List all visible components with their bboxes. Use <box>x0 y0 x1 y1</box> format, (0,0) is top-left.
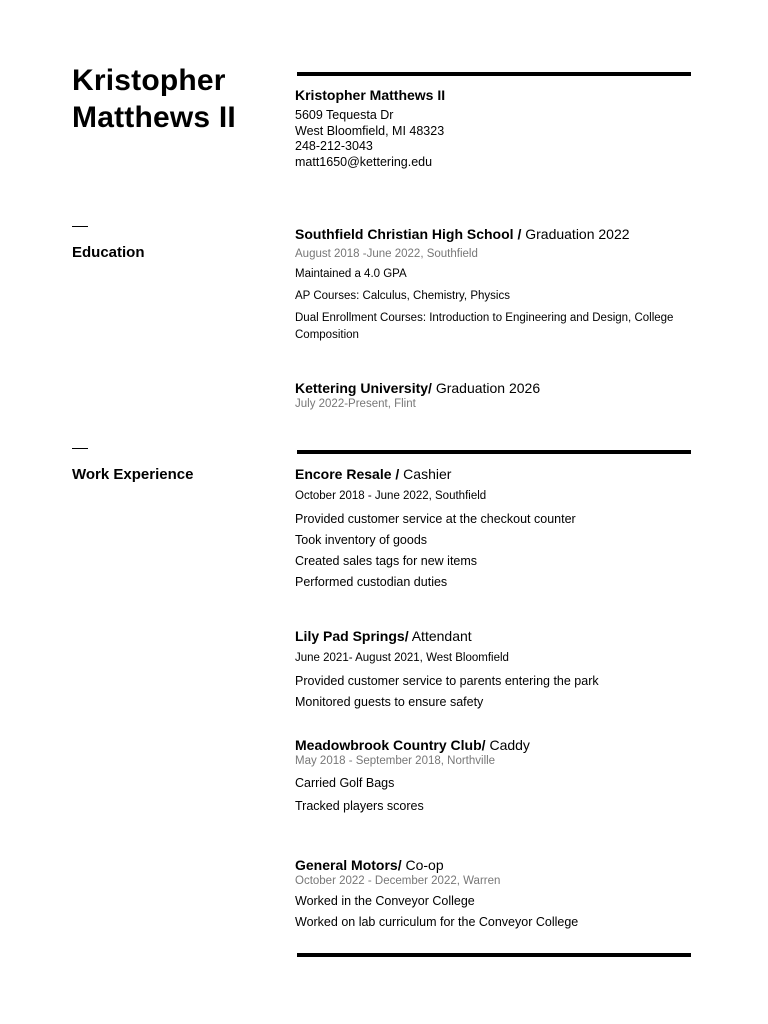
entry-bullet: Provided customer service at the checkout counter <box>295 512 576 526</box>
employer-name: Meadowbrook Country Club/ <box>295 737 486 753</box>
graduation-detail: Graduation 2026 <box>435 380 541 396</box>
job-role: Co-op <box>405 857 444 873</box>
contact-name: Kristopher Matthews II <box>295 87 446 103</box>
employer-name: General Motors/ <box>295 857 402 873</box>
entry-heading <box>295 466 685 482</box>
school-name: Southfield Christian High School <box>295 226 514 242</box>
entry-bullet: Maintained a 4.0 GPA <box>295 268 407 280</box>
contact-block <box>295 87 685 170</box>
entry-heading <box>295 226 685 242</box>
entry-bullet: Dual Enrollment Courses: Introduction to Engineering and Design, College Composition <box>295 312 674 341</box>
entry-bullet: Worked in the Conveyor College <box>295 894 475 908</box>
contact-email: matt1650@kettering.edu <box>295 154 433 169</box>
education-entry <box>295 226 685 344</box>
entry-dates: June 2021- August 2021, West Bloomfield <box>295 652 509 664</box>
top-divider <box>297 72 691 76</box>
education-entry <box>295 380 685 410</box>
name-line-2: Matthews II <box>72 101 236 134</box>
entry-bullet: Monitored guests to ensure safety <box>295 695 484 709</box>
work-entry <box>295 737 685 813</box>
bottom-divider <box>297 953 691 957</box>
entry-dates: October 2022 - December 2022, Warren <box>295 875 501 887</box>
entry-bullet: Worked on lab curriculum for the Conveyor College <box>295 915 579 929</box>
entry-heading <box>295 380 685 396</box>
contact-address-2: West Bloomfield, MI 48323 <box>295 123 445 138</box>
entry-bullet: Took inventory of goods <box>295 533 428 547</box>
entry-heading <box>295 737 685 753</box>
work-entry <box>295 857 685 929</box>
entry-heading <box>295 857 685 873</box>
entry-dates: August 2018 -June 2022, Southfield <box>295 248 478 260</box>
entry-heading <box>295 628 685 644</box>
entry-bullet: Performed custodian duties <box>295 575 448 589</box>
heading-separator: / <box>391 466 404 482</box>
entry-bullet: Carried Golf Bags <box>295 776 395 790</box>
education-section-title: Education <box>72 244 145 261</box>
work-entry <box>295 466 685 589</box>
education-dash <box>72 226 88 227</box>
contact-phone: 248-212-3043 <box>295 139 373 153</box>
work-dash <box>72 448 88 449</box>
work-entry <box>295 628 685 709</box>
job-role: Caddy <box>489 737 530 753</box>
work-section-title: Work Experience <box>72 466 194 483</box>
work-divider <box>297 450 691 454</box>
school-name: Kettering University/ <box>295 380 432 396</box>
employer-name: Lily Pad Springs/ <box>295 628 409 644</box>
employer-name: Encore Resale <box>295 466 392 482</box>
job-role: Cashier <box>403 466 452 482</box>
heading-separator: / <box>513 226 526 242</box>
name-line-1: Kristopher <box>72 64 226 97</box>
entry-bullet: Created sales tags for new items <box>295 554 478 568</box>
entry-bullet: AP Courses: Calculus, Chemistry, Physics <box>295 290 510 302</box>
entry-bullet: Tracked players scores <box>295 799 424 813</box>
contact-address-1: 5609 Tequesta Dr <box>295 108 394 122</box>
graduation-detail: Graduation 2022 <box>525 226 630 242</box>
job-role: Attendant <box>411 628 472 644</box>
entry-dates: October 2018 - June 2022, Southfield <box>295 490 487 502</box>
entry-dates: May 2018 - September 2018, Northville <box>295 755 496 767</box>
entry-dates: July 2022-Present, Flint <box>295 398 416 410</box>
entry-bullet: Provided customer service to parents entering the park <box>295 674 599 688</box>
resume-name-heading <box>72 62 282 136</box>
